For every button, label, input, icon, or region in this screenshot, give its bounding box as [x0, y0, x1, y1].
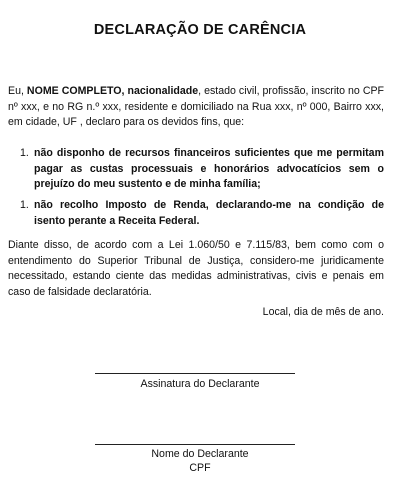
- declaration-item-1: [8, 146, 384, 193]
- item-text: não recolho Imposto de Renda, declarando-me na condição de isento perante a Receita Federal.: [34, 199, 384, 227]
- declaration-item-2: [8, 198, 384, 229]
- name-placeholder: NOME COMPLETO, nacionalidade: [26, 85, 199, 97]
- cpf-label: CPF: [189, 462, 211, 474]
- intro-rest: , estado civil, profissão, inscrito no CPF nº xxx, e no RG n.º xxx, residente e domiciliado na Rua xxx, nº 000, Bairro xxx, em cidade, UF , declaro para os devidos fins, que:: [8, 85, 385, 128]
- intro-paragraph: [8, 84, 384, 131]
- signature-line: [95, 373, 295, 374]
- item-number: 1.: [20, 147, 29, 159]
- intro-prefix: Eu,: [8, 85, 27, 97]
- item-text: não disponho de recursos financeiros suficientes que me permitam pagar as custas processuais e honorários advocatícios sem o prejuízo do meu sustento e de minha família;: [34, 147, 384, 190]
- name-line: [95, 444, 295, 445]
- document-title: DECLARAÇÃO DE CARÊNCIA: [93, 22, 307, 38]
- place-date: Local, dia de mês de ano.: [262, 306, 384, 318]
- closing-paragraph: Diante disso, de acordo com a Lei 1.060/50 e 7.115/83, bem como com o entendimento do Superior Tribunal de Justiça, considero-me juridicamente necessitado, estando ciente das medidas administrativas, civis e penais em caso de falsidade declaratória.: [8, 239, 384, 298]
- signature-label: Assinatura do Declarante: [140, 378, 260, 390]
- name-label: Nome do Declarante: [151, 448, 249, 460]
- item-number: 1.: [20, 199, 29, 211]
